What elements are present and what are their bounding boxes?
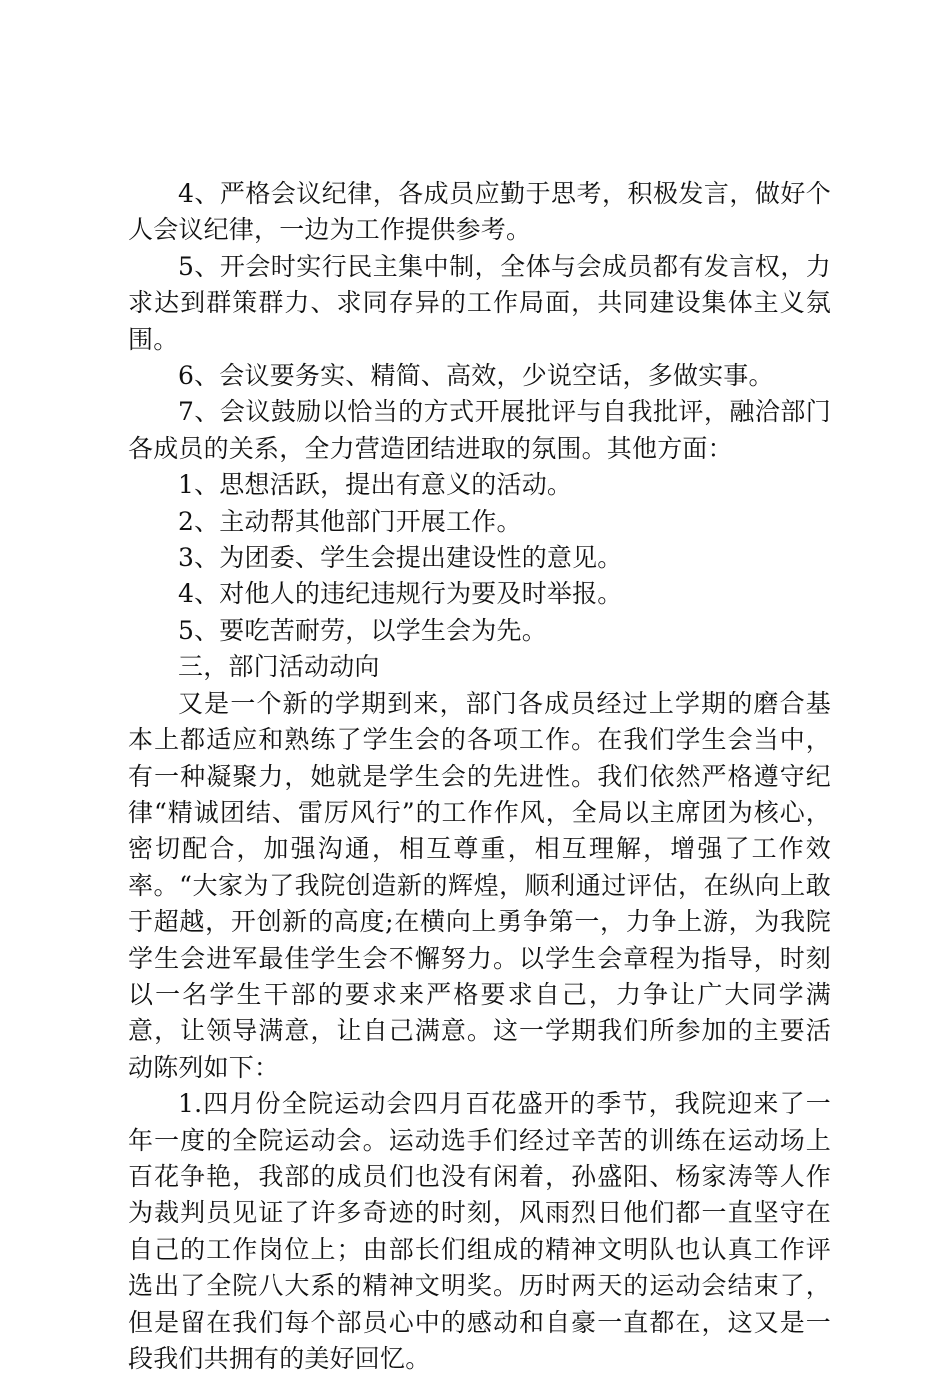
- paragraph-other-2: 2、主动帮其他部门开展工作。: [178, 506, 522, 536]
- section-heading: 三，部门活动动向: [178, 652, 380, 682]
- paragraph-rule-7: 7、会议鼓励以恰当的方式开展批评与自我批评，融洽部门各成员的关系，全力营造团结进取的氛围。其他方面：: [128, 397, 831, 463]
- paragraph-other-5: 5、要吃苦耐劳，以学生会为先。: [178, 615, 547, 645]
- paragraph-sports-meet: 1.四月份全院运动会四月百花盛开的季节，我院迎来了一年一度的全院运动会。运动选手们经过辛苦的训练在运动场上百花争艳，我部的成员们也没有闲着，孙盛阳、杨家涛等人作为裁判员见证了许多奇迹的时刻，风雨烈日他们都一直坚守在自己的工作岗位上；由部长们组成的精神文明队也认真工作评选出了全院八大系的精神文明奖。历时两天的运动会结束了，但是留在我们每个部员心中的感动和自豪一直都在，这又是一段我们共拥有的美好回忆。: [128, 1089, 831, 1373]
- paragraph-other-1: 1、思想活跃，提出有意义的活动。: [178, 470, 573, 500]
- paragraph-semester-intro: 又是一个新的学期到来，部门各成员经过上学期的磨合基本上都适应和熟练了学生会的各项工作。在我们学生会当中，有一种凝聚力，她就是学生会的先进性。我们依然严格遵守纪律“精诚团结、雷厉风行”的工作作风，全局以主席团为核心，密切配合，加强沟通，相互尊重，相互理解，增强了工作效率。“大家为了我院创造新的辉煌，顺利通过评估，在纵向上敢于超越，开创新的高度;在横向上勇争第一，力争上游，为我院学生会进军最佳学生会不懈努力。以学生会章程为指导，时刻以一名学生干部的要求来严格要求自己，力争让广大同学满意，让领导满意，让自己满意。这一学期我们所参加的主要活动陈列如下：: [128, 688, 831, 1082]
- paragraph-rule-5: 5、开会时实行民主集中制，全体与会成员都有发言权，力求达到群策群力、求同存异的工作局面，共同建设集体主义氛围。: [128, 251, 831, 354]
- paragraph-rule-6: 6、会议要务实、精简、高效，少说空话，多做实事。: [178, 361, 774, 391]
- document-body: [128, 176, 831, 1377]
- paragraph-rule-4: 4、严格会议纪律，各成员应勤于思考，积极发言，做好个人会议纪律，一边为工作提供参考。: [128, 179, 831, 245]
- paragraph-other-3: 3、为团委、学生会提出建设性的意见。: [178, 543, 623, 573]
- paragraph-other-4: 4、对他人的违纪违规行为要及时举报。: [178, 579, 623, 609]
